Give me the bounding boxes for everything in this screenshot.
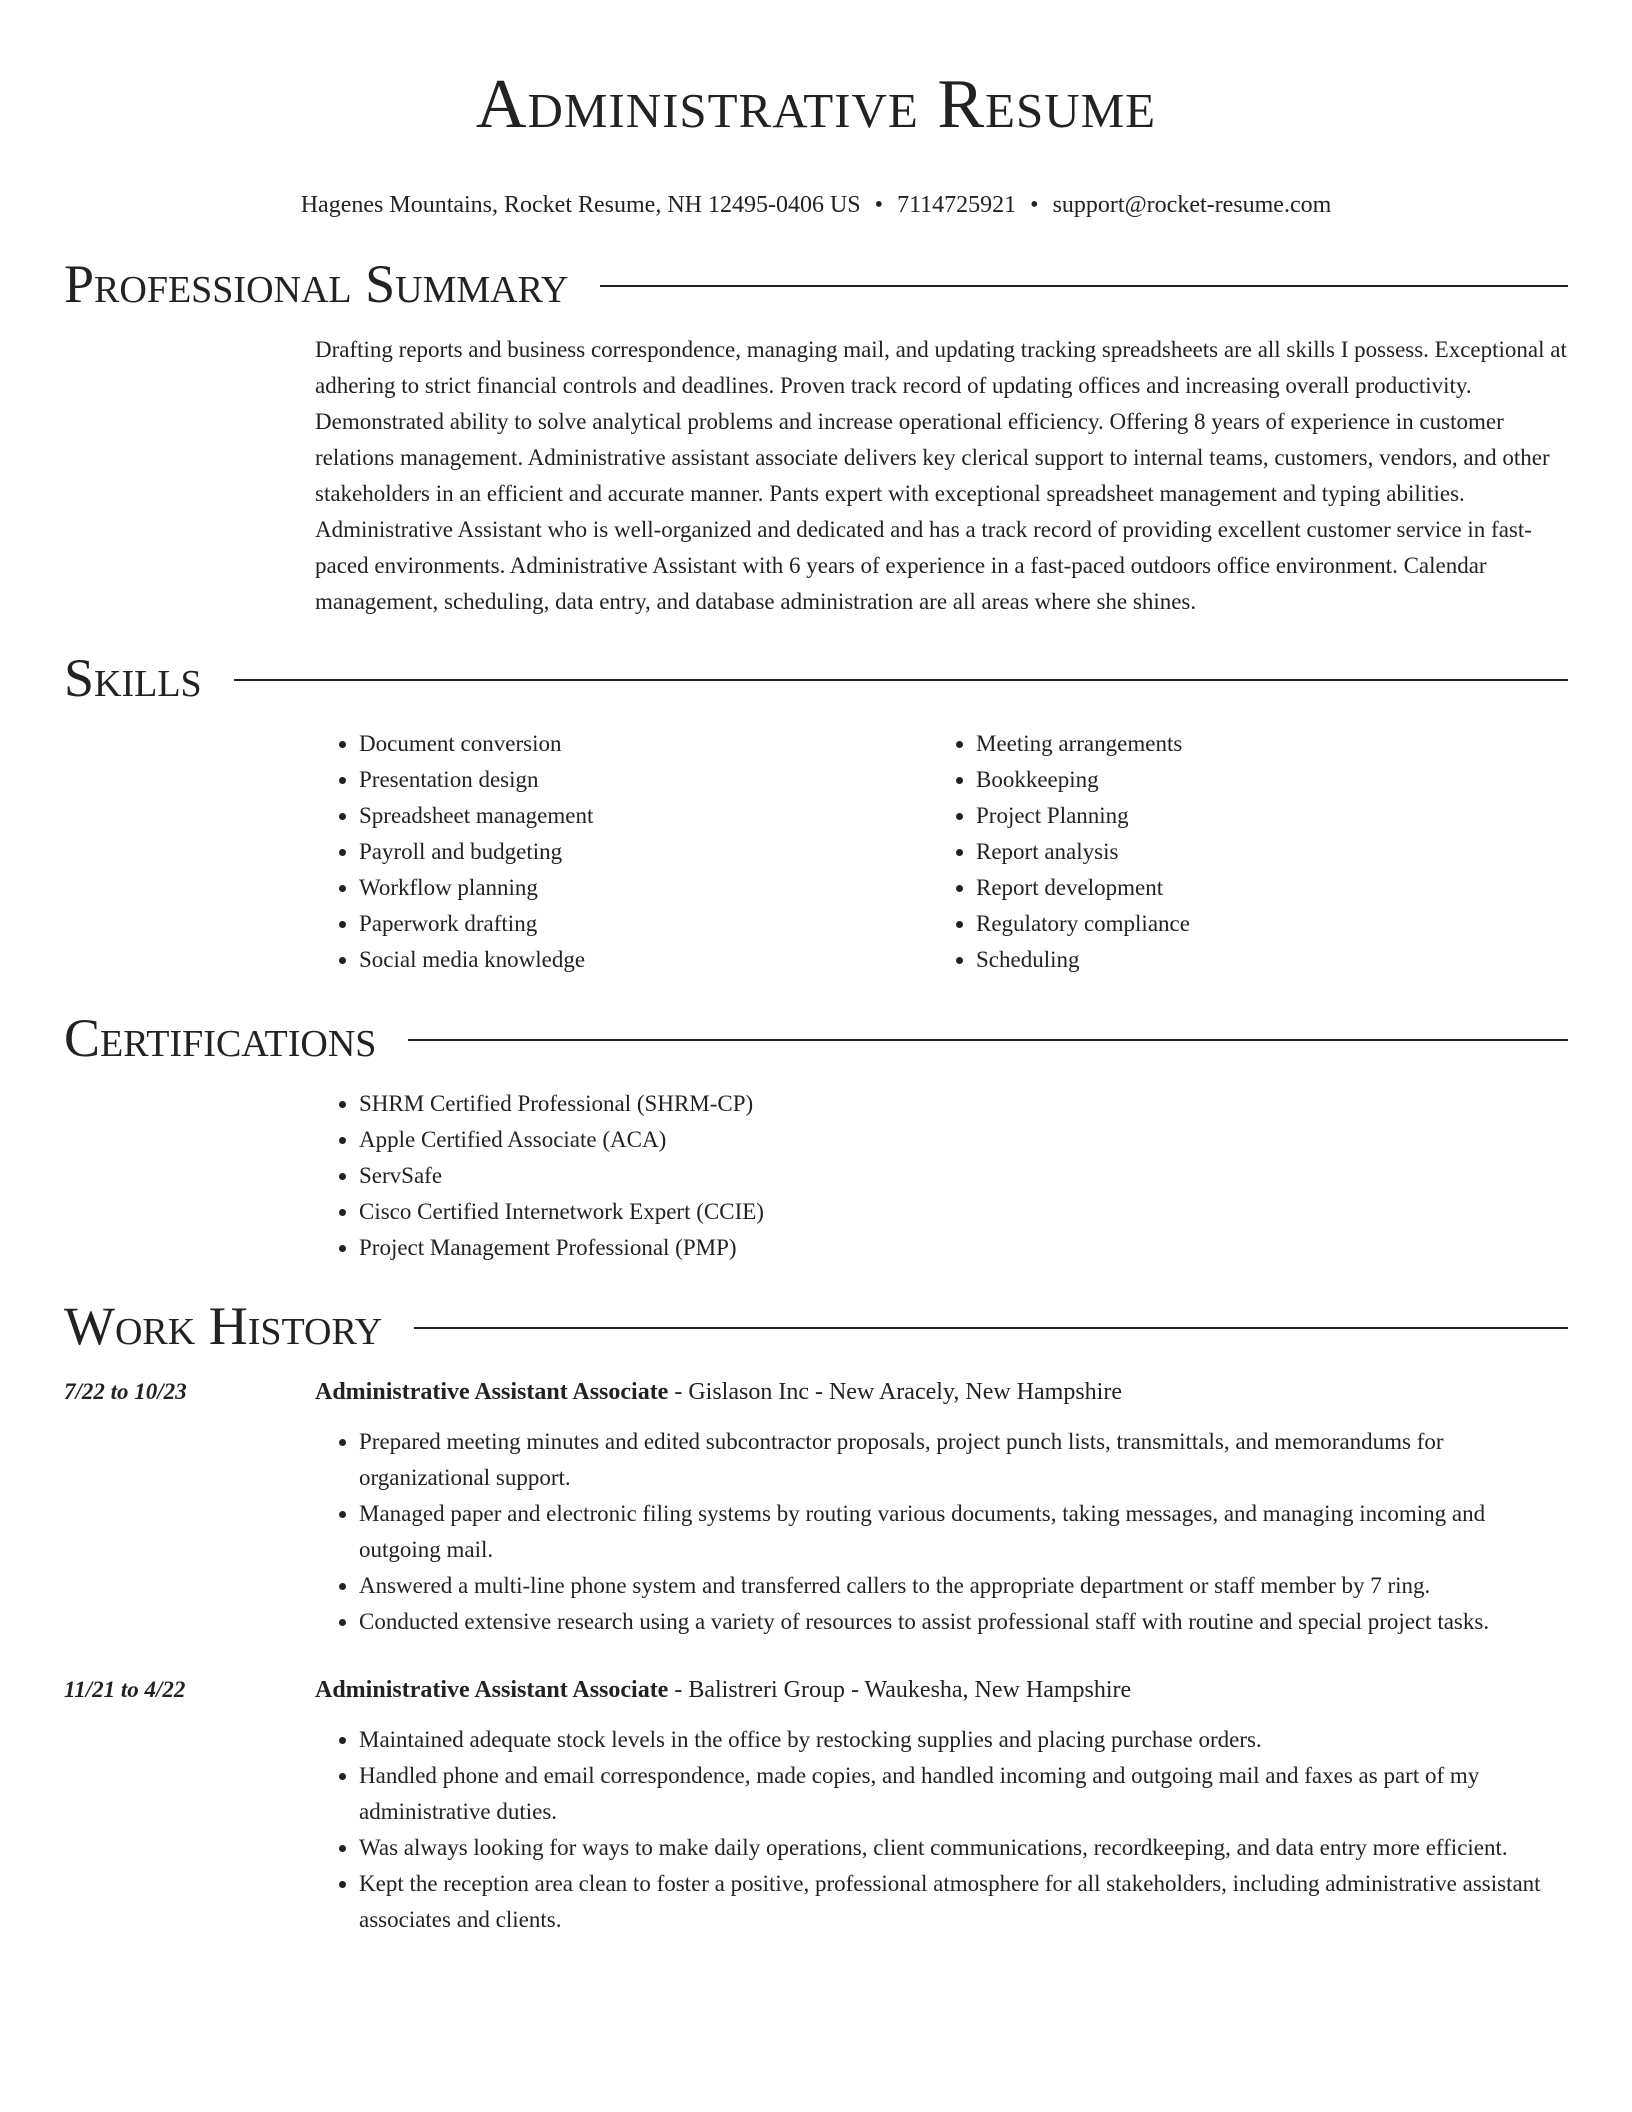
skill-item: • Bookkeeping xyxy=(976,762,1549,798)
work-heading: Work History xyxy=(64,1296,383,1356)
skills-column-left xyxy=(315,726,932,978)
job-bullets xyxy=(315,1424,1568,1640)
skill-item: • Project Planning xyxy=(976,798,1549,834)
certification-item: • Cisco Certified Internetwork Expert (CCIE) xyxy=(359,1194,1568,1230)
contact-phone: 7114725921 xyxy=(897,192,1017,218)
contact-separator: • xyxy=(874,192,884,218)
job-header-row xyxy=(64,1672,1568,1708)
job-bullet: • Kept the reception area clean to foster a positive, professional atmosphere for all stakeholders, including administrative assistant associates and clients. xyxy=(359,1866,1568,1938)
certification-item: • SHRM Certified Professional (SHRM-CP) xyxy=(359,1086,1568,1122)
contact-separator: • xyxy=(1030,192,1039,218)
job-bullet: • Maintained adequate stock levels in the office by restocking supplies and placing purchase orders. xyxy=(359,1722,1568,1758)
job-bullet: • Managed paper and electronic filing systems by routing various documents, taking messages, and managing incoming and outgoing mail. xyxy=(359,1496,1568,1568)
skills-column-right xyxy=(932,726,1549,978)
skill-item: • Paperwork drafting xyxy=(359,906,932,942)
job-bullet: • Handled phone and email correspondence, made copies, and handled incoming and outgoing mail and faxes as part of my administrative duties. xyxy=(359,1758,1568,1830)
skills-section-header xyxy=(64,646,1568,710)
resume-title: Administrative Resume xyxy=(475,66,1157,143)
job-details: - Gislason Inc - New Aracely, New Hampshire xyxy=(668,1379,1122,1405)
job-bullet: • Answered a multi-line phone system and transferred callers to the appropriate department or staff member by 7 ring. xyxy=(359,1568,1568,1604)
section-divider xyxy=(408,1039,1568,1041)
certifications-list xyxy=(315,1086,1568,1266)
contact-address: Hagenes Mountains, Rocket Resume, NH 12495-0406 US xyxy=(300,192,861,218)
certifications-section-header xyxy=(64,1006,1568,1070)
job-bullet: • Prepared meeting minutes and edited subcontractor proposals, project punch lists, transmittals, and memorandums for organizational support. xyxy=(359,1424,1568,1496)
summary-section-header xyxy=(64,252,1568,316)
job-heading xyxy=(315,1672,1131,1708)
job-entry xyxy=(64,1374,1568,1640)
job-dates: 11/21 to 4/22 xyxy=(64,1677,186,1702)
job-heading xyxy=(315,1374,1122,1410)
skill-item: • Social media knowledge xyxy=(359,942,932,978)
skill-item: • Report analysis xyxy=(976,834,1549,870)
skill-item: • Workflow planning xyxy=(359,870,932,906)
section-divider xyxy=(234,679,1568,681)
certifications-heading: Certifications xyxy=(64,1008,377,1068)
job-bullets xyxy=(315,1722,1568,1938)
skill-item: • Scheduling xyxy=(976,942,1549,978)
summary-text: Drafting reports and business correspondence, managing mail, and updating tracking spreadsheets are all skills I possess. Exceptional at adhering to strict financial controls and deadlines. Proven track record of updating offices and increasing overall productivity. Demonstrated ability to solve analytical problems and increase operational efficiency. Offering 8 years of experience in customer relations management. Administrative assistant associate delivers key clerical support to internal teams, customers, vendors, and other stakeholders in an efficient and accurate manner. Pants expert with exceptional spreadsheet management and typing abilities. Administrative Assistant who is well-organized and dedicated and has a track record of providing excellent customer service in fast-paced environments. Administrative Assistant with 6 years of experience in a fast-paced outdoors office environment. Calendar management, scheduling, data entry, and database administration are all areas where she shines. xyxy=(315,337,1567,614)
skill-item: • Spreadsheet management xyxy=(359,798,932,834)
skills-heading: Skills xyxy=(64,648,202,708)
skill-item: • Meeting arrangements xyxy=(976,726,1549,762)
section-divider xyxy=(414,1327,1568,1329)
skills-list xyxy=(315,726,1568,978)
section-divider xyxy=(600,285,1568,287)
certification-item: • Apple Certified Associate (ACA) xyxy=(359,1122,1568,1158)
skill-item: • Report development xyxy=(976,870,1549,906)
job-bullet: • Was always looking for ways to make daily operations, client communications, recordkeeping, and data entry more efficient. xyxy=(359,1830,1568,1866)
job-title: Administrative Assistant Associate xyxy=(315,1677,669,1703)
summary-body xyxy=(315,332,1568,620)
skill-item: • Presentation design xyxy=(359,762,932,798)
job-entry xyxy=(64,1672,1568,1938)
job-header-row xyxy=(64,1374,1568,1410)
skill-item: • Payroll and budgeting xyxy=(359,834,932,870)
job-dates: 7/22 to 10/23 xyxy=(64,1379,187,1404)
job-details: - Balistreri Group - Waukesha, New Hampshire xyxy=(668,1677,1132,1703)
certification-item: • ServSafe xyxy=(359,1158,1568,1194)
certification-item: • Project Management Professional (PMP) xyxy=(359,1230,1568,1266)
job-title: Administrative Assistant Associate xyxy=(315,1379,669,1405)
skill-item: • Regulatory compliance xyxy=(976,906,1549,942)
skill-item: • Document conversion xyxy=(359,726,932,762)
work-section-header xyxy=(64,1294,1568,1358)
contact-email[interactable]: support@rocket-resume.com xyxy=(1052,192,1332,218)
job-bullet: • Conducted extensive research using a variety of resources to assist professional staff with routine and special project tasks. xyxy=(359,1604,1568,1640)
contact-line xyxy=(64,190,1568,220)
summary-heading: Professional Summary xyxy=(64,254,569,314)
